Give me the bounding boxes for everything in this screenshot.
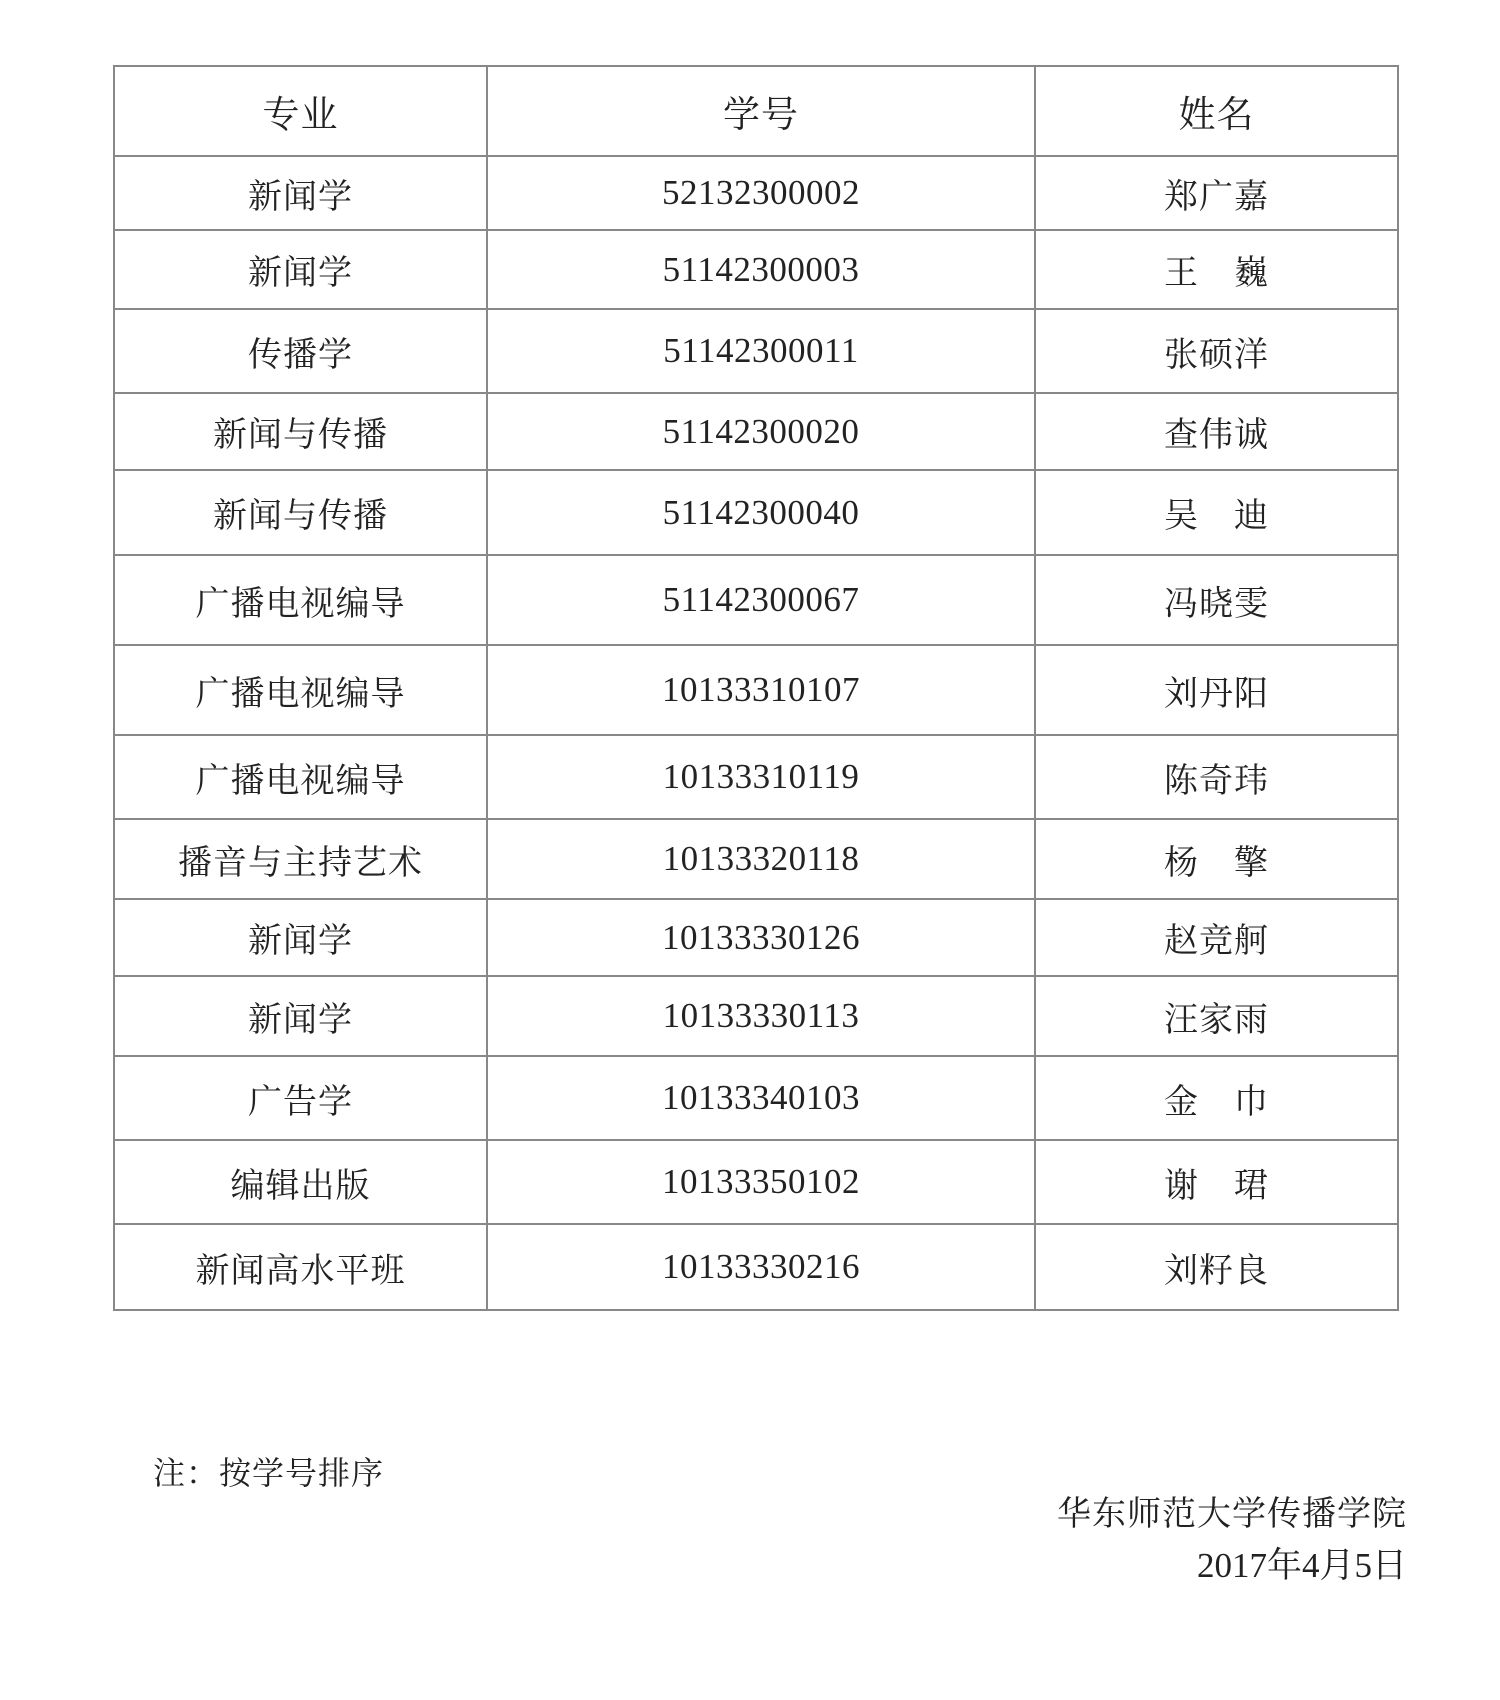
header-student-id: 学号	[487, 66, 1035, 156]
name-cell: 张硕洋	[1035, 309, 1398, 393]
student-id-cell: 10133310107	[487, 645, 1035, 735]
name-cell: 赵竞舸	[1035, 899, 1398, 976]
name-cell: 陈奇玮	[1035, 735, 1398, 819]
table-row	[114, 230, 1398, 309]
major-cell: 新闻学	[114, 976, 487, 1056]
student-id-cell: 52132300002	[487, 156, 1035, 230]
major-cell: 编辑出版	[114, 1140, 487, 1224]
major-cell: 广播电视编导	[114, 735, 487, 819]
student-id-cell: 10133350102	[487, 1140, 1035, 1224]
major-cell: 新闻学	[114, 899, 487, 976]
header-major: 专业	[114, 66, 487, 156]
major-cell: 广告学	[114, 1056, 487, 1140]
major-cell: 传播学	[114, 309, 487, 393]
table-row	[114, 156, 1398, 230]
major-cell: 新闻与传播	[114, 470, 487, 555]
student-id-cell: 10133320118	[487, 819, 1035, 899]
major-cell: 广播电视编导	[114, 555, 487, 645]
name-cell: 谢 珺	[1035, 1140, 1398, 1224]
sort-note: 注：按学号排序	[153, 1454, 385, 1492]
student-id-cell: 10133330113	[487, 976, 1035, 1056]
name-cell: 汪家雨	[1035, 976, 1398, 1056]
name-cell: 金 巾	[1035, 1056, 1398, 1140]
table-row	[114, 555, 1398, 645]
table-row	[114, 819, 1398, 899]
name-cell: 郑广嘉	[1035, 156, 1398, 230]
student-id-cell: 10133340103	[487, 1056, 1035, 1140]
student-id-cell: 10133310119	[487, 735, 1035, 819]
major-cell: 广播电视编导	[114, 645, 487, 735]
major-cell: 播音与主持艺术	[114, 819, 487, 899]
student-id-cell: 10133330126	[487, 899, 1035, 976]
signature-block	[1057, 1488, 1407, 1592]
name-cell: 查伟诚	[1035, 393, 1398, 470]
student-list-sheet	[113, 65, 1397, 1311]
student-id-cell: 51142300020	[487, 393, 1035, 470]
major-cell: 新闻学	[114, 156, 487, 230]
student-id-cell: 51142300040	[487, 470, 1035, 555]
table-row	[114, 899, 1398, 976]
table-row	[114, 309, 1398, 393]
name-cell: 冯晓雯	[1035, 555, 1398, 645]
table-row	[114, 735, 1398, 819]
signature-date: 2017年4月5日	[1196, 1546, 1407, 1585]
name-cell: 杨 擎	[1035, 819, 1398, 899]
table-body	[114, 156, 1398, 1310]
student-table	[113, 65, 1399, 1311]
header-name: 姓名	[1035, 66, 1398, 156]
table-row	[114, 976, 1398, 1056]
name-cell: 刘籽良	[1035, 1224, 1398, 1310]
table-row	[114, 393, 1398, 470]
student-id-cell: 10133330216	[487, 1224, 1035, 1310]
table-row	[114, 1140, 1398, 1224]
table-header-row	[114, 66, 1398, 156]
name-cell: 王 巍	[1035, 230, 1398, 309]
name-cell: 吴 迪	[1035, 470, 1398, 555]
organization-name: 华东师范大学传播学院	[1057, 1494, 1407, 1534]
table-row	[114, 1056, 1398, 1140]
major-cell: 新闻高水平班	[114, 1224, 487, 1310]
student-id-cell: 51142300067	[487, 555, 1035, 645]
student-id-cell: 51142300011	[487, 309, 1035, 393]
student-id-cell: 51142300003	[487, 230, 1035, 309]
major-cell: 新闻与传播	[114, 393, 487, 470]
major-cell: 新闻学	[114, 230, 487, 309]
table-row	[114, 470, 1398, 555]
table-row	[114, 645, 1398, 735]
name-cell: 刘丹阳	[1035, 645, 1398, 735]
table-row	[114, 1224, 1398, 1310]
